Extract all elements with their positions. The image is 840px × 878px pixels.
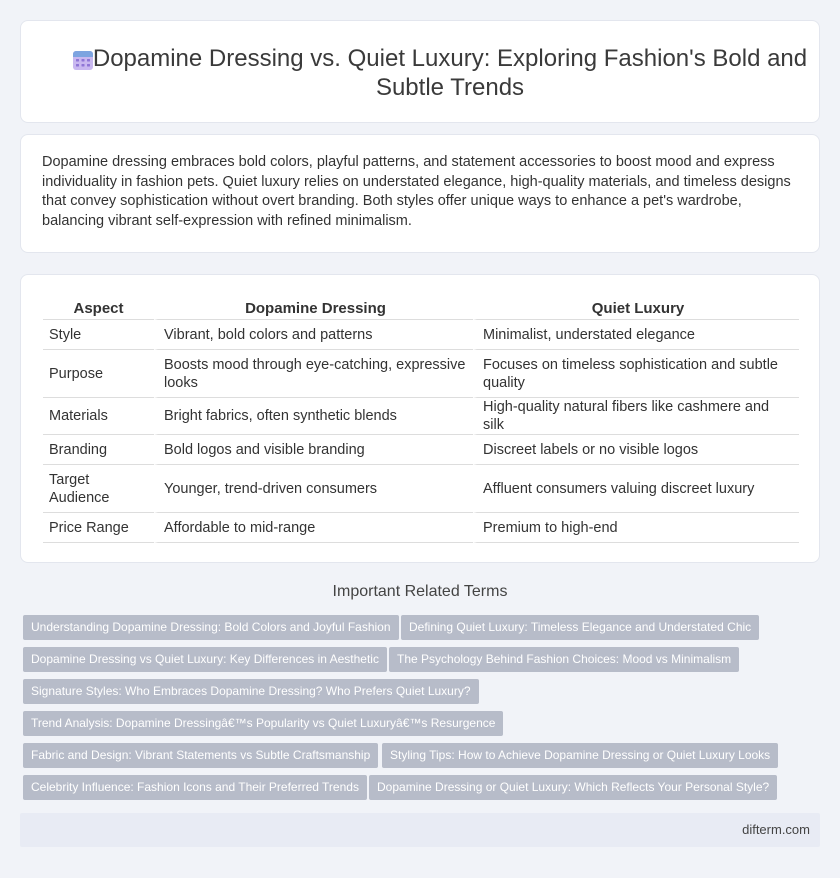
table-cell: Premium to high-end (473, 513, 799, 543)
related-term-link[interactable]: The Psychology Behind Fashion Choices: Mood vs Minimalism (389, 647, 739, 672)
table-header-dopamine: Dopamine Dressing (154, 295, 473, 320)
table-row (43, 398, 799, 435)
table-cell: Focuses on timeless sophistication and subtle quality (473, 350, 799, 398)
table-cell: Materials (43, 398, 154, 435)
table-cell: Price Range (43, 513, 154, 543)
table-cell: Style (43, 320, 154, 350)
table-cell: High-quality natural fibers like cashmere and silk (473, 398, 799, 435)
table-row (43, 435, 799, 465)
related-term-link[interactable]: Defining Quiet Luxury: Timeless Elegance and Understated Chic (401, 615, 759, 640)
related-term-link[interactable]: Celebrity Influence: Fashion Icons and Their Preferred Trends (23, 775, 367, 800)
related-term-link[interactable]: Fabric and Design: Vibrant Statements vs Subtle Craftsmanship (23, 743, 378, 768)
table-cell: Boosts mood through eye-catching, expressive looks (154, 350, 473, 398)
table-row (43, 320, 799, 350)
table-cell: Target Audience (43, 465, 154, 513)
table-cell: Bright fabrics, often synthetic blends (154, 398, 473, 435)
intro-paragraph: Dopamine dressing embraces bold colors, playful patterns, and statement accessories to boost mood and express individuality in fashion pets. Quiet luxury relies on understated elegance, high-quality materials, and timeless designs that convey sophistication without overt branding. Both styles offer unique ways to enhance a pet's wardrobe, balancing vibrant self-expression with refined minimalism. (42, 154, 791, 229)
table-row (43, 350, 799, 398)
table-cell: Vibrant, bold colors and patterns (154, 320, 473, 350)
related-terms-title: Important Related Terms (332, 583, 508, 600)
page-title: Dopamine Dressing vs. Quiet Luxury: Exploring Fashion's Bold and Subtle Trends (92, 45, 808, 101)
table-header-quiet: Quiet Luxury (473, 295, 799, 320)
table-row (43, 513, 799, 543)
related-term-link[interactable]: Trend Analysis: Dopamine Dressingâ€™s Popularity vs Quiet Luxuryâ€™s Resurgence (23, 711, 503, 736)
related-term-link[interactable]: Dopamine Dressing vs Quiet Luxury: Key Differences in Aesthetic (23, 647, 387, 672)
comparison-table (43, 295, 799, 543)
table-cell: Branding (43, 435, 154, 465)
table-row (43, 465, 799, 513)
related-term-link[interactable]: Understanding Dopamine Dressing: Bold Colors and Joyful Fashion (23, 615, 399, 640)
table-cell: Affordable to mid-range (154, 513, 473, 543)
table-cell: Bold logos and visible branding (154, 435, 473, 465)
table-cell: Minimalist, understated elegance (473, 320, 799, 350)
table-cell: Purpose (43, 350, 154, 398)
related-term-link[interactable]: Styling Tips: How to Achieve Dopamine Dressing or Quiet Luxury Looks (382, 743, 778, 768)
related-term-link[interactable]: Dopamine Dressing or Quiet Luxury: Which Reflects Your Personal Style? (369, 775, 777, 800)
table-header-aspect: Aspect (43, 295, 154, 320)
table-cell: Discreet labels or no visible logos (473, 435, 799, 465)
table-cell: Younger, trend-driven consumers (154, 465, 473, 513)
comparison-card (20, 274, 820, 563)
footer (20, 813, 820, 847)
footer-site-link[interactable]: difterm.com (742, 822, 810, 837)
table-cell: Affluent consumers valuing discreet luxury (473, 465, 799, 513)
related-term-link[interactable]: Signature Styles: Who Embraces Dopamine Dressing? Who Prefers Quiet Luxury? (23, 679, 479, 704)
title-card (20, 20, 820, 123)
intro-card (20, 134, 820, 253)
